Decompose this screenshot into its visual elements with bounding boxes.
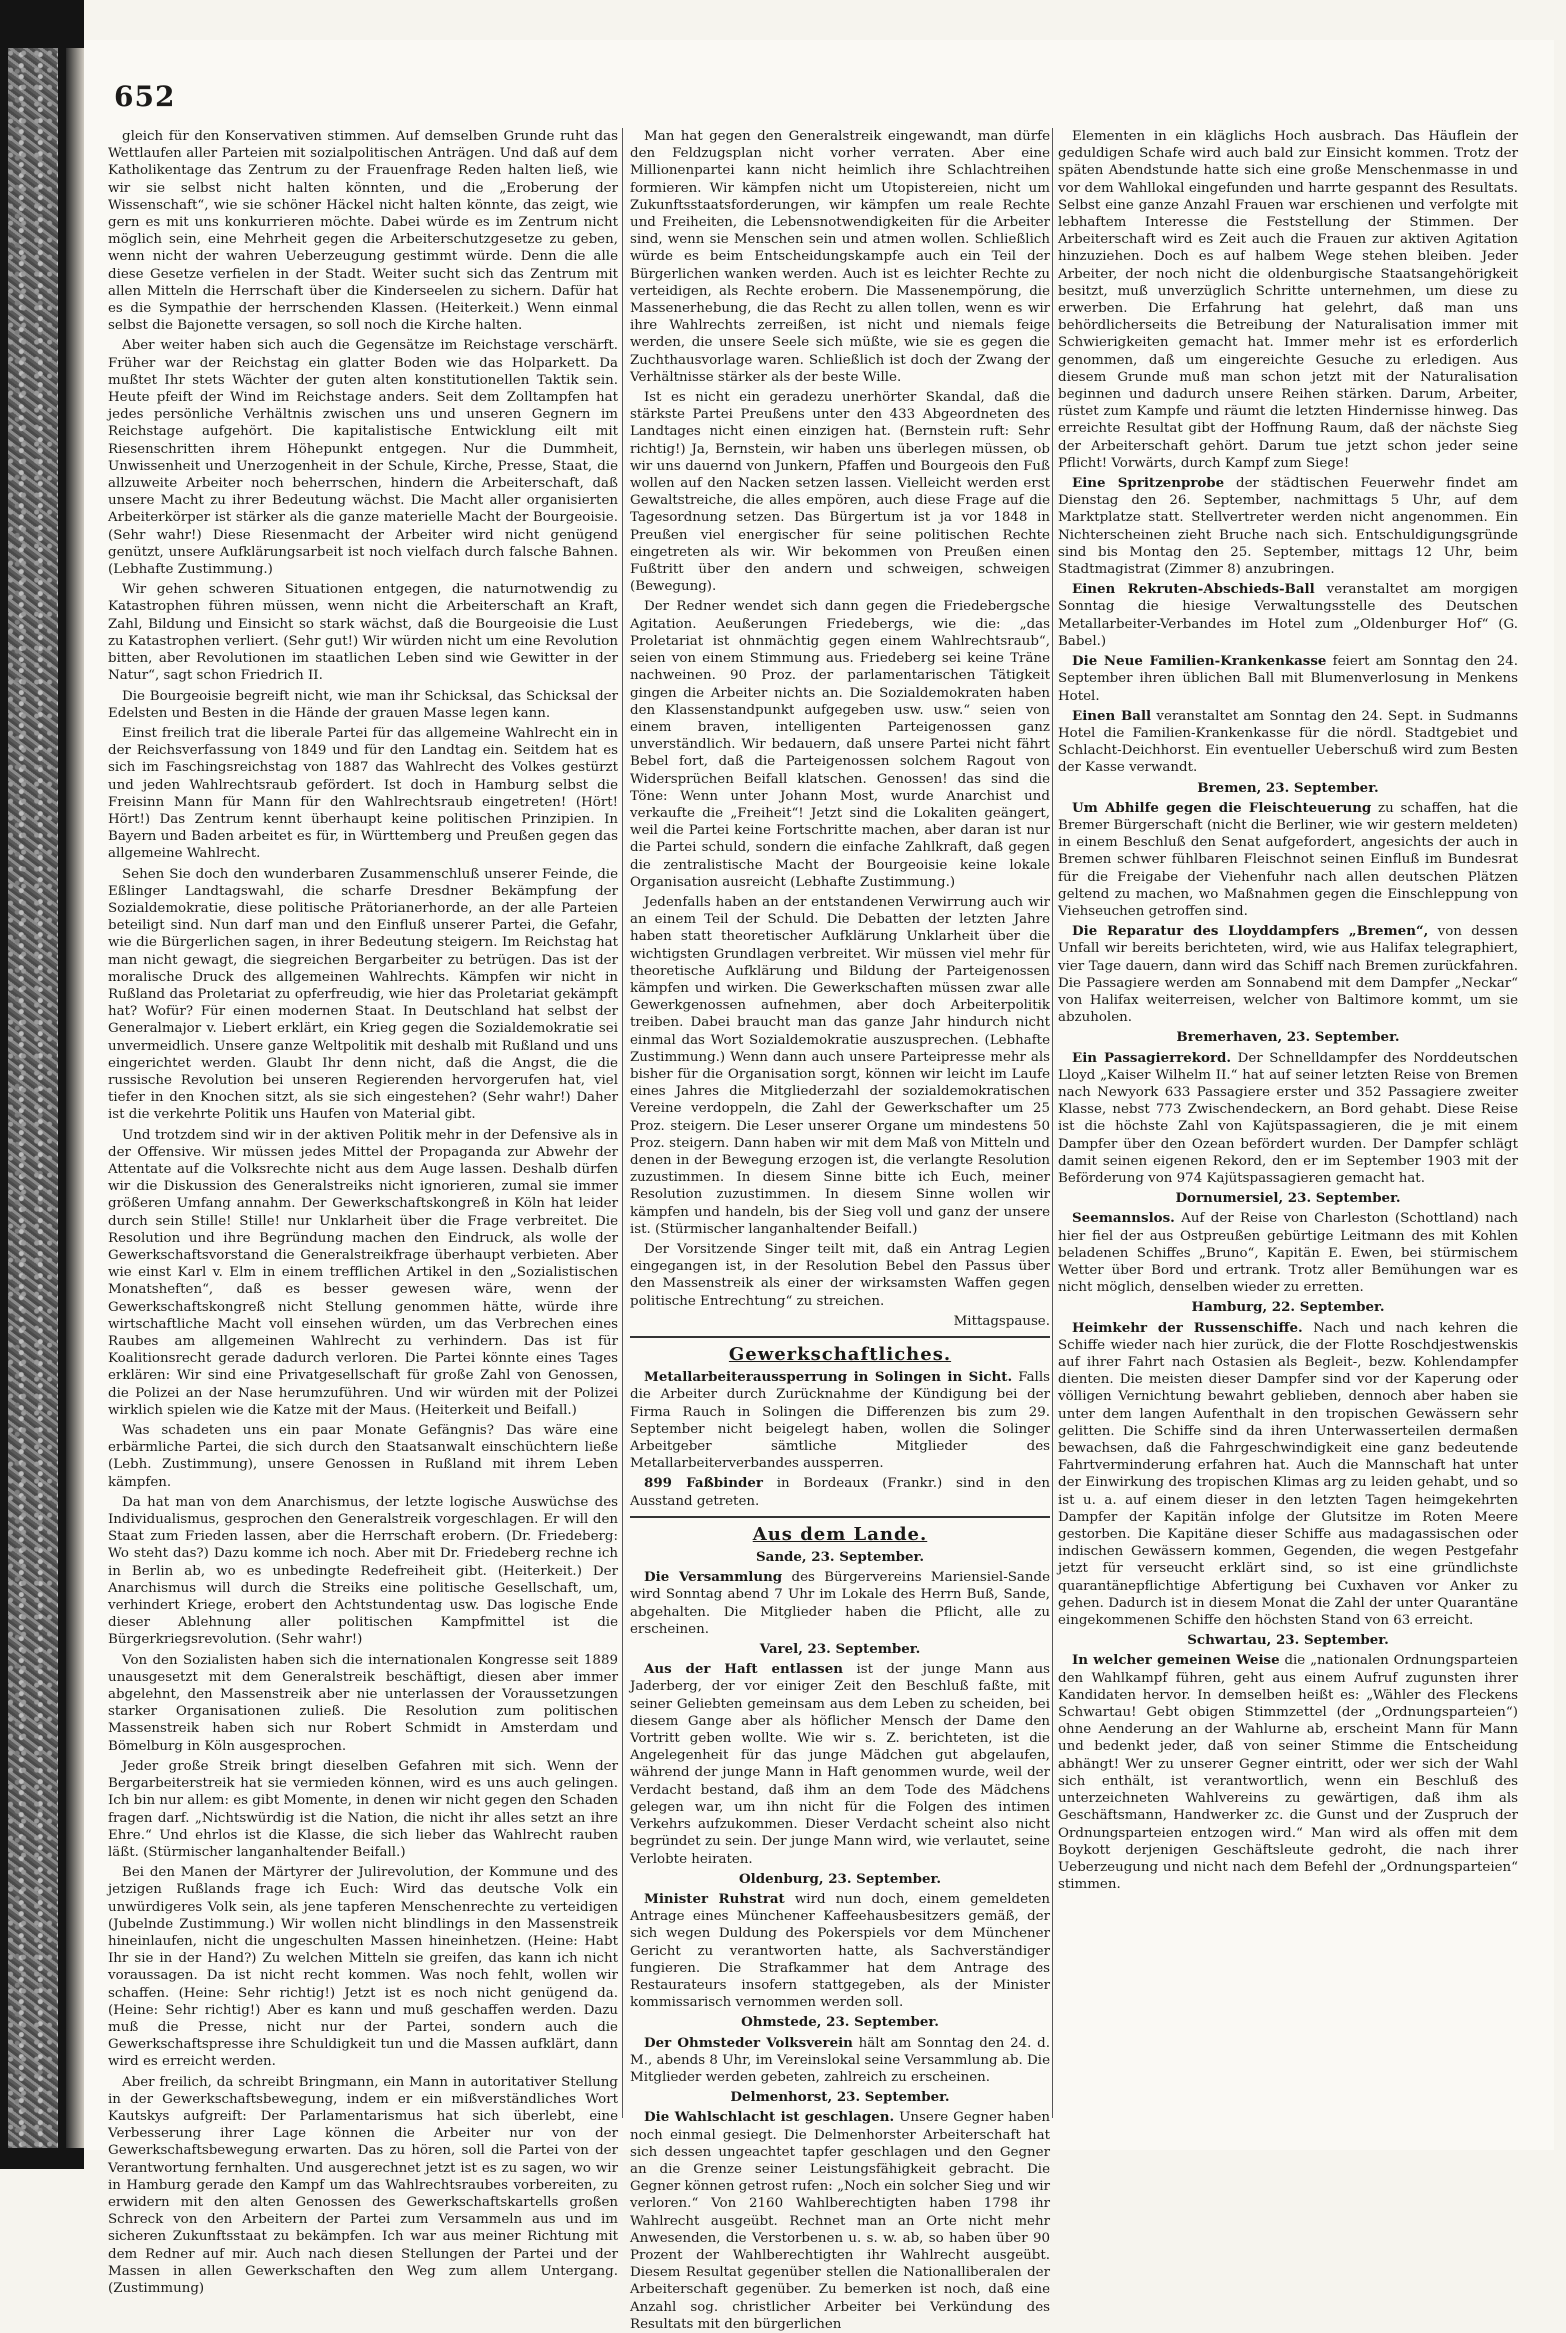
article-body: die „nationalen Ordnungsparteien den Wahlkampf führen, geht aus einem Aufruf zugunsten ihrer Kandidaten hervor. In demselben heißt es: „Wähler des Fleckens Schwartau! Gebt obigen Stimmzettel (der „Ordnungsparteien“) ohne Aenderung an der Wahlurne ab, erscheint Mann für Mann und bedenkt jeder, daß von seiner Stimme die Entscheidung abhängt! Wer zu unserer Gegner eintritt, oder wer sich der Wahl sich enthält, ist verantwortlich, wenn ein Beschluß des unterzeichneten Wahlvereins zu gewärtigen, daß ihm als Geschäftsmann, Handwerker zc. die Gunst und der Zuspruch der Ordnungsparteien entzogen wird.“ Man wird als offen mit dem Boykott derjenigen Geschäftsleute gedroht, die nach ihrer Ueberzeugung und nicht nach dem Befehl der „Ordnungsparteien“ stimmen. [1058, 1653, 1518, 1893]
paragraph: Einst freilich trat die liberale Partei für das allgemeine Wahlrecht ein in der Reichsverfassung von 1849 und für den Landtag ein. Seitdem hat es sich im Faschingsreichstag von 1887 das Wahlrecht des Volkes gestürzt und jeden Wahlrechtsraub gefördert. Ist doch in Hamburg selbst die Freisinn Mann für Mann für den Wahlrechtsraub eingetreten! (Hört! Hört!) Das Zentrum kennt überhaupt keine politischen Prinzipien. In Bayern und Baden arbeitet es für, in Württemberg und Preußen gegen das allgemeine Wahlrecht. [108, 725, 618, 862]
article-body: Falls die Arbeiter durch Zurücknahme der Kündigung bei der Firma Rauch in Solingen die Differenzen bis zum 29. September nicht beigelegt haben, wollen die Solinger Arbeitgeber sämtliche Mitglieder des Metallarbeiterverbandes aussperren. [630, 1370, 1050, 1472]
article-headline: Ein Passagierrekord. [1072, 1049, 1232, 1066]
article-body: in Bordeaux (Frankr.) sind in den Ausstand getreten. [630, 1476, 1050, 1509]
article-paragraph [630, 1475, 1050, 1509]
article-headline: Minister Ruhstrat [644, 1890, 785, 1907]
article-body: des Bürgervereins Mariensiel-Sande wird Sonntag abend 7 Uhr im Lokale des Herrn Buß, Sande, abgehalten. Die Mitglieder haben die Pflicht, alle zu erscheinen. [630, 1570, 1050, 1637]
article-paragraph [630, 1891, 1050, 2011]
paragraph: Jedenfalls haben an der entstandenen Verwirrung auch wir an einem Teil der Schuld. Die Debatten der letzten Jahre haben statt theoretischer Aufklärung Unklarheit über die wichtigsten Grundlagen verbreitet. Wir müssen viel mehr für theoretische Aufklärung und Bildung der Parteigenossen kämpfen und wirken. Die Gewerkschaften müssen zwar alle Gewerkgenossen aufnehmen, aber doch Arbeiterpolitik treiben. Dabei braucht man das ganze Jahr hindurch nicht einmal das Wort Sozialdemokratie auszusprechen. (Lebhafte Zustimmung.) Wenn dann auch unsere Parteipresse mehr als bisher für die Organisation sorgt, können wir leicht im Laufe eines Jahres die Mitgliederzahl der sozialdemokratischen Vereine verdoppeln, die Zahl der Gewerkschafter um 25 Proz. steigern. Die Leser unserer Organe um mindestens 50 Proz. steigern. Dann haben wir mit dem Maß von Mitteln und denen in der Bewegung erzogen ist, die verlangte Resolution zuzustimmen. In diesem Sinne bitte ich Euch, meiner Resolution zuzustimmen. In diesem Sinne wollen wir kämpfen und handeln, bis der Sieg voll und ganz der unsere ist. (Stürmischer langanhaltender Beifall.) [630, 894, 1050, 1237]
paragraph: Bei den Manen der Märtyrer der Julirevolution, der Kommune und des jetzigen Rußlands frage ich Euch: Wird das deutsche Volk ein unwürdigeres Volk sein, als jene tapferen Menschenrechte zu verteidigen (Jubelnde Zustimmung.) Wir wollen nicht blindlings in den Massenstreik hineinlaufen, nicht die ungeschulten Massen hineinhetzen. (Heine: Habt Ihr sie in der Hand?) Zu welchen Mitteln sie greifen, das kann ich nicht voraussagen. Da ist nicht recht kommen. Was noch fehlt, wollen wir schaffen. (Heine: Sehr richtig!) Jetzt ist es noch nicht genügend da. (Heine: Sehr richtig!) Aber es kann und muß geschaffen werden. Dazu muß die Presse, nicht nur der Partei, sondern auch die Gewerkschaftspresse ihre Schuldigkeit tun und die Massen aufklärt, dann wird es erreicht werden. [108, 1865, 618, 2070]
section-separator [630, 1336, 1050, 1338]
dateline: Oldenburg, 23. September. [739, 1870, 941, 1887]
page-gutter-shadow [66, 48, 84, 2148]
article-headline: Heimkehr der Russenschiffe. [1072, 1319, 1303, 1336]
dateline: Hamburg, 22. September. [1191, 1299, 1385, 1316]
article-paragraph [1058, 1320, 1518, 1630]
article-headline: Die Neue Familien-Krankenkasse [1072, 653, 1327, 670]
column-3 [1058, 128, 1518, 2118]
article-body: feiert am Sonntag den 24. September ihren üblichen Ball mit Blumenverlosung in Menkens Hotel. [1058, 654, 1518, 704]
dateline: Sande, 23. September. [755, 1549, 925, 1566]
article-headline: Eine Spritzenprobe [1072, 475, 1225, 492]
column-rule-2 [1052, 128, 1053, 2118]
article-paragraph [630, 2035, 1050, 2087]
article-headline: Die Reparatur des Lloyddampfers „Bremen“, [1072, 923, 1429, 940]
paragraph: Die Bourgeoisie begreift nicht, wie man ihr Schicksal, das Schicksal der Edelsten und Besten in die Hände der grauen Masse legen kann. [108, 688, 618, 721]
paragraph: Der Redner wendet sich dann gegen die Friedebergsche Agitation. Aeußerungen Friedebergs, wie die: „das Proletariat ist ohnmächtig gegen einem Wahlrechtsraub“, seien von einem Stimmung aus. Friedeberg sei keine Träne nachweinen. 90 Proz. der parlamentarischen Tätigkeit gingen die Arbeiter nichts an. Die Sozialdemokraten haben den Klassenstandpunkt aufgegeben usw. usw.“ seien von einem braven, intelligenten Parteigenossen ganz unverständlich. Wir bedauern, daß unsere Partei nicht fährt Bebel fort, daß die Parteigenossen solchem Ragout von Widersprüchen Beifall klatschen. Genossen! das sind die Töne: Wenn unter Johann Most, wurde Anarchist und verkaufte die „Freiheit“! Jetzt sind die Lokaliten geängert, weil die Partei keine Fortschritte machen, aber daran ist nur die Partei schuld, sondern die einfache Zahlkraft, daß gegen die zentralistische Macht der Bourgeoisie keine lokale Organisation ausreicht (Lebhafte Zustimmung.) [630, 599, 1050, 890]
article-headline: Die Versammlung [644, 1569, 783, 1586]
article-headline: Einen Rekruten-Abschieds-Ball [1072, 581, 1315, 598]
article-body: veranstaltet am morgigen Sonntag die hiesige Verwaltungsstelle des Deutschen Metallarbeiter-Verbandes im Hotel zum „Oldenburger Hof“ (G. Babel.) [1058, 582, 1518, 649]
article-paragraph [1058, 1210, 1518, 1296]
article-paragraph [630, 1369, 1050, 1472]
article-body: wird nun doch, einem gemeldeten Antrage eines Münchener Kaffeehausbesitzers gemäß, der sich wegen Duldung des Pokerspiels vor dem Münchener Gericht zu verantworten hatte, als Sachverständiger fungieren. Die Strafkammer hat dem Antrage des Restaurateurs insofern stattgegeben, als der Minister kommissarisch vernommen werden soll. [630, 1891, 1050, 2011]
dateline: Delmenhorst, 23. September. [730, 2089, 950, 2106]
dateline: Schwartau, 23. September. [1187, 1632, 1389, 1649]
section-title-aus-dem-lande: Aus dem Lande. [752, 1523, 928, 1545]
article-paragraph [1058, 923, 1518, 1026]
column-1 [108, 128, 619, 2296]
article-paragraph [1058, 581, 1518, 650]
article-paragraph [1058, 1652, 1518, 1893]
article-body: von dessen Unfall wir bereits berichteten, wird, wie aus Halifax telegraphiert, vier Tage dauern, dann wird das Schiff nach Bremen zurückfahren. Die Passagiere werden am Sonnabend mit dem Dampfer „Neckar“ von Halifax weiterreisen, welcher von Baltimore kommt, um sie abzuholen. [1058, 924, 1519, 1026]
paragraph: Da hat man von dem Anarchismus, der letzte logische Auswüchse des Individualismus, gesprochen den Generalstreik vorgeschlagen. Er will den Staat zum Frieden lassen, aber die Herrschaft erobern. (Dr. Friedeberg: Wo steht das?) Dazu komme ich noch. Aber mit Dr. Friedeberg rechne ich in Berlin ab, wo es unbedingte Redefreiheit gibt. (Heiterkeit.) Der Anarchismus will durch die Streiks eine politische Gesellschaft, um, verhindert Kriege, erobert den Achtstundentag usw. Das logische Ende dieser Ablehnung aller politischen Kampfmittel ist die Bürgerkriegsrevolution. (Sehr wahr!) [108, 1494, 618, 1648]
article-body: Auf der Reise von Charleston (Schottland) nach hier fiel der aus Ostpreußen gebürtige Leitmann des mit Kohlen beladenen Schiffes „Bruno“, Kapitän E. Ewen, bei stürmischem Wetter über Bord und ertrank. Trotz aller Bemühungen war es nicht möglich, denselben wieder zu erretten. [1058, 1211, 1519, 1296]
dateline: Bremen, 23. September. [1197, 779, 1379, 796]
lunch-break-note: Mittagspause. [953, 1313, 1050, 1329]
article-paragraph [630, 1569, 1050, 1638]
dateline: Bremerhaven, 23. September. [1176, 1029, 1400, 1046]
paragraph: Ist es nicht ein geradezu unerhörter Skandal, daß die stärkste Partei Preußens unter den 433 Abgeordneten des Landtages nicht einen einzigen hat. (Bernstein ruft: Sehr richtig!) Ja, Bernstein, wir haben uns überlegen müssen, ob wir uns dauernd von Junkern, Pfaffen und Bourgeois den Fuß wollen auf den Nacken setzen lassen. Vielleicht werden erst Gewaltstreiche, die alles empören, auch diese Frage auf die Tagesordnung setzen. Das Bürgertum ist ja vor 1848 in Preußen viel energischer für seine politischen Rechte eingetreten als wir. Wir bekommen von Preußen einen Fußtritt über den andern und schweigen, schweigen (Bewegung). [630, 390, 1050, 595]
column-rule-1 [622, 128, 623, 2118]
section-title-gewerkschaftliches: Gewerkschaftliches. [728, 1344, 952, 1366]
paragraph: Elementen in ein kläglichs Hoch ausbrach. Das Häuflein der geduldigen Schafe wird auch bald zur Einsicht kommen. Trotz der späten Abendstunde hatte sich eine große Menschenmasse in und vor dem Wahllokal eingefunden und harrte gespannt des Resultats. Selbst eine ganze Anzahl Frauen war erschienen und verfolgte mit lebhaftem Interesse die Feststellung der Stimmen. Der Arbeiterschaft wird es Zeit auch die Frauen zur aktiven Agitation hinzuziehen. Doch es auf halbem Wege stehen bleiben. Jeder Arbeiter, der noch nicht die oldenburgische Staatsangehörigkeit besitzt, muß unverzüglich Schritte unternehmen, um diese zu erwerben. Die Erfahrung hat gelehrt, daß man uns behördlicherseits die Betreibung der Naturalisation immer mit Schwierigkeiten gemacht hat. Immer mehr ist es erforderlich genommen, daß um eingereichte Gesuche zu erledigen. Aus diesem Grunde muß man schon jetzt mit der Naturalisation beginnen und dadurch unsere Reihen stärken. Darum, Arbeiter, rüstet zum Kampfe und räumt die letzten Hindernisse hinweg. Das erreichte Resultat gibt der Hoffnung Raum, daß der nächste Sieg der Arbeiterschaft gehört. Darum tue jetzt schon jeder seine Pflicht! Vorwärts, durch Kampf zum Siege! [1058, 129, 1518, 471]
paragraph: Von den Sozialisten haben sich die internationalen Kongresse seit 1889 unausgesetzt mit dem Generalstreik beschäftigt, diesen aber immer abgelehnt, den Massenstreik aber nie unterlassen der Voraussetzungen starker Organisationen zuließ. Die Resolution zum politischen Massenstreik haben sich nur Robert Schmidt in Amsterdam und Bömelburg in Köln ausgesprochen. [108, 1652, 618, 1754]
article-paragraph [1058, 800, 1518, 920]
article-headline: Metallarbeiteraussperrung in Solingen in Sicht. [644, 1369, 1013, 1386]
column-2 [630, 128, 1050, 2332]
article-body: der städtischen Feuerwehr findet am Dienstag den 26. September, nachmittags 5 Uhr, auf dem Marktplatze statt. Stellvertreter werden nicht angenommen. Ein Nichterscheinen zieht Bruche nach sich. Entschuldigungsgründe sind bis Montag den 25. September, mittags 12 Uhr, beim Stadtmagistrat (Zimmer 8) anzubringen. [1058, 476, 1519, 578]
paragraph: Jeder große Streik bringt dieselben Gefahren mit sich. Wenn der Bergarbeiterstreik hat sie vermieden können, wird es uns auch gelingen. Ich bin nur allem: es gibt Momente, in denen wir nicht gegen den Schaden fragen darf. „Nichtswürdig ist die Nation, die nicht ihr alles setzt an ihre Ehre.“ Und ehrlos ist die Klasse, die sich lieber das Wahlrecht rauben läßt. (Stürmischer langanhaltender Beifall.) [108, 1758, 619, 1860]
article-paragraph [630, 2109, 1050, 2333]
article-body: veranstaltet am Sonntag den 24. Sept. in Sudmanns Hotel die Familien-Krankenkasse für die nördl. Stadtgebiet und Schlacht-Deichhorst. Ein eventueller Ueberschuß wird zum Besten der Kasse verwandt. [1058, 708, 1518, 776]
article-headline: Seemannslos. [1072, 1210, 1175, 1227]
article-body: Der Schnelldampfer des Norddeutschen Lloyd „Kaiser Wilhelm II.“ hat auf seiner letzten Reise von Bremen nach Newyork 633 Passagiere erster und 352 Passagiere zweiter Klasse, nebst 773 Zwischendeckern, an Bord gehabt. Diese Reise ist die höchste Zahl von Kajütspassagieren, die je mit einem Dampfer über den Ozean befördert wurden. Der Dampfer schlägt damit seinen eigenen Rekord, den er im September 1903 mit der Beförderung von 974 Kajütspassagieren gemacht hat. [1058, 1050, 1519, 1186]
article-headline: Die Wahlschlacht ist geschlagen. [644, 2109, 895, 2126]
article-headline: Um Abhilfe gegen die Fleischteuerung [1072, 799, 1372, 816]
article-paragraph [1058, 653, 1518, 705]
article-headline: Aus der Haft entlassen [644, 1661, 843, 1678]
article-headline: In welcher gemeinen Weise [1072, 1652, 1280, 1669]
paragraph: Aber weiter haben sich auch die Gegensätze im Reichstage verschärft. Früher war der Reichstag ein glatter Boden wie das Holparkett. Da mußtet Ihr stets Wächter der guten alten konstitutionellen Taktik sein. Heute pfeift der Wind im Reichstage anders. Seit dem Zolltampfen hat jedes persönliche Verhältnis zwischen uns und unseren Gegnern im Reichstage aufgehört. Die kapitalistische Entwicklung eilt mit Riesenschritten ihrem Höhepunkt entgegen. Nur die Dummheit, Unwissenheit und Unerzogenheit in der Schule, Kirche, Presse, Staat, die allzuweite Arbeiter noch beherrschen, hindern die Arbeiterschaft, daß unsere Macht zu ihrer Bedeutung wächst. Die Macht aller organisierten Arbeiterkörper ist stärker als die ganze materielle Macht der Bourgeoisie. (Sehr wahr!) Diese Riesenmacht der Arbeiter wird nicht genügend genützt, unsere Aufklärungsarbeit ist noch vielfach durch falsche Bahnen. (Lebhafte Zustimmung.) [108, 338, 618, 578]
article-body: ist der junge Mann aus Jaderberg, der vor einiger Zeit den Beschluß faßte, mit seiner Geliebten gemeinsam aus dem Leben zu scheiden, bei diesem Gange aber als höflicher Mensch der Dame den Vortritt geben wollte. Wie wir s. Z. berichteten, ist die Angelegenheit für das junge Mädchen gut abgelaufen, während der junge Mann in Haft genommen wurde, weil der Verdacht bestand, daß ihm an dem Tode des Mädchens gelegen war, um ihn nicht für die Folgen des intimen Verkehrs aufzukommen. Dieser Verdacht scheint also nicht begründet zu sein. Der junge Mann wird, wie verlautet, seine Verlobte heiraten. [630, 1662, 1050, 1867]
paragraph: Sehen Sie doch den wunderbaren Zusammenschluß unserer Feinde, die Eßlinger Landtagswahl, die scharfe Dresdner Bekämpfung der Sozialdemokratie, diese politische Prätorianerhorde, an der alle Parteien beteiligt sind. Nun darf man und den Einfluß unserer Partei, die Gefahr, wie die Bürgerlichen sagen, in ihrer Bedeutung steigern. Im Reichstag hat man nicht gewagt, die siegreichen Bergarbeiter zu betrügen. Das ist der moralische Druck des allgemeinen Wahlrechts. Kämpfen wir nicht in Rußland das Proletariat zu opferfreudig, wie hier das Proletariat gekämpft hat? Wofür? Für einen modernen Staat. In Deutschland hat selbst der Generalmajor v. Liebert erklärt, ein Krieg gegen die Sozialdemokratie sei unvermeidlich. Unsere ganze Weltpolitik mit deshalb mit Rußland und uns eingerichtet werden. Glaubt Ihr denn nicht, daß die Angst, die die russische Revolution bei unseren Regierenden hervorgerufen hat, viel tiefer in den Knochen sitzt, als sie sich eingestehen? (Sehr wahr!) Daher ist die verkehrte Politik uns Haufen von Material gibt. [108, 866, 618, 1123]
marbled-cover-edge [8, 48, 58, 2148]
article-headline: 899 Faßbinder [644, 1475, 763, 1492]
paragraph: Was schadeten uns ein paar Monate Gefängnis? Das wäre eine erbärmliche Partei, die sich durch den Staatsanwalt einschüchtern ließe (Lebh. Zustimmung), unsere Genossen in Rußland mit ihrem Leben kämpfen. [108, 1423, 618, 1490]
page-number: 652 [114, 80, 176, 113]
dateline: Varel, 23. September. [759, 1641, 921, 1658]
section-separator [630, 1516, 1050, 1518]
dateline: Ohmstede, 23. September. [741, 2014, 939, 2031]
article-paragraph [1058, 708, 1518, 777]
article-paragraph [630, 1661, 1050, 1867]
article-headline: Einen Ball [1072, 707, 1152, 724]
article-paragraph [1058, 1050, 1518, 1188]
article-body: Nach und nach kehren die Schiffe wieder nach hier zurück, die der Flotte Roschdjestwenskis auf ihrer Fahrt nach Ostasien als Begleit-, bezw. Kohlendampfer dienten. Die meisten dieser Dampfer sind vor der Kaperung oder völligen Vernichtung bewahrt geblieben, dennoch aber haben sie unter dem langen Aufenthalt in den tropischen Gewässern sehr gelitten. Die Schiffe sind da ihren Unterwasserteilen dermaßen bewachsen, daß die Fahrgeschwindigkeit eine ganz bedeutende Fahrtverminderung erfahren hat. Auch die Mannschaft hat unter der Einwirkung des tropischen Klimas arg zu leiden gehabt, und so ist u. a. auf einem dieser in den letzten Tagen heimgekehrten Dampfer der Kapitän infolge der Glutsitze im Roten Meere gestorben. Die Kapitäne dieser Schiffe aus madagassischen oder indischen Gewässern kommen, Gegenden, die wegen Pestgefahr jetzt für verseucht erklärt sind, so ist eine gründlichste quarantänepflichtige Abfertigung bei Cuxhaven vor Anker zu gehen. Dadurch ist in diesem Monat die Zahl der unter Quarantäne eingekommenen Schiffe den höchsten Stand von 63 erreicht. [1058, 1320, 1518, 1629]
paragraph: Der Vorsitzende Singer teilt mit, daß ein Antrag Legien eingegangen ist, in der Resolution Bebel den Passus über den Massenstreik als einer der wirksamsten Waffen gegen politische Entrechtung“ zu streichen. [630, 1242, 1050, 1309]
article-body: hält am Sonntag den 24. d. M., abends 8 Uhr, im Vereinslokal seine Versammlung ab. Die Mitglieder werden gebeten, zahlreich zu erscheinen. [630, 2035, 1050, 2085]
article-paragraph [1058, 475, 1518, 578]
paragraph: Man hat gegen den Generalstreik eingewandt, man dürfe den Feldzugsplan nicht vorher verraten. Aber eine Millionenpartei kann nicht heimlich ihre Schlachtreihen formieren. Wir kämpfen nicht um Utopistereien, nicht um Zukunftsstaatsforderungen, wir kämpfen um reale Rechte und Freiheiten, die Lebensnotwendigkeiten für die Arbeiter sind, wenn sie Menschen sein und atmen wollen. Schließlich würde es beim Entscheidungskampfe auch ein Teil der Bürgerlichen wanken werden. Auch ist es leichter Rechte zu verteidigen, als Rechte erobern. Die Massenempörung, die Massenerhebung, die das Recht zu allen tollen, wenn es wir ihre Wahlrechts zerreißen, ist nicht und niemals feige werden, die unsere Seele sich müßte, wie sie es gegen die Zuchthausvorlage waren. Schließlich ist doch der Zwang der Verhältnisse stärker als der beste Wille. [630, 129, 1050, 385]
paragraph: Aber freilich, da schreibt Bringmann, ein Mann in autoritativer Stellung in der Gewerkschaftsbewegung, indem er ein mißverständliches Wort Kautskys aufgreift: Der Parlamentarismus hat sich überlebt, eine Verbesserung ihrer Lage können die Arbeiter nur von der Gewerkschaftsbewegung erwarten. Das zu hören, soll die Partei von der Verantwortung fernhalten. Und ausgerechnet jetzt ist es zu sagen, wo wir in Hamburg gerade den Kampf um das Wahlrechtsraubes vorbereiten, zu erwidern mit den alten Genossen des Gewerkschaftskartells großen Schreck von den Arbeitern der Partei zum Versammeln aus und im sicheren Zukunftsstaat zu bekämpfen. Ich war aus meiner Richtung mit dem Redner auf mir. Auch nach diesen Stellungen der Partei und der Massen in allen Gewerkschaften den Weg zum allem Untergang. (Zustimmung) [108, 2074, 618, 2296]
article-body: zu schaffen, hat die Bremer Bürgerschaft (nicht die Berliner, wie wir gestern meldeten) in einem Beschluß den Senat aufgefordert, angesichts der auch in Bremen schwer fühlbaren Fleischnot seinen Einfluß im Bundesrat für die Freigabe der Viehenfuhr nach allen deutschen Plätzen geltend zu machen, wo Maßnahmen gegen die Einschleppung von Viehseuchen getroffen sind. [1058, 800, 1518, 919]
paragraph: gleich für den Konservativen stimmen. Auf demselben Grunde ruht das Wettlaufen aller Parteien mit sozialpolitischen Anträgen. Und daß auf dem Katholikentage das Zentrum zu der Frauenfrage Reden halten ließ, wie wir sie selbst nicht halten könnten, und die „Eroberung der Wissenschaft“, wie sie schöner Häckel nicht halten könnte, das zeigt, wie gern es mit uns konkurrieren möchte. Dabei würde es im Zentrum nicht möglich sein, eine Mehrheit gegen die Arbeiterschutzgesetze zu geben, wenn nicht der wahren Ueberzeugung gestimmt würde. Denn die alle diese Gesetze verfielen in der Stadt. Weiter sucht sich das Zentrum mit allen Mitteln die Herrschaft über die Kinderseelen zu sichern. Dafür hat es die Sympathie der herrschenden Klassen. (Heiterkeit.) Wenn einmal selbst die Bajonette versagen, so soll noch die Kirche halten. [108, 129, 618, 334]
dateline: Dornumersiel, 23. September. [1175, 1190, 1401, 1207]
paragraph: Wir gehen schweren Situationen entgegen, die naturnotwendig zu Katastrophen führen müssen, wenn nicht die Arbeiterschaft an Kraft, Zahl, Bildung und Einsicht so stark wächst, daß die Bourgeoisie die Lust zu Katastrophen verliert. (Sehr gut!) Wir würden nicht um eine Revolution bitten, aber Revolutionen im staatlichen Leben sind wie Gewitter in der Natur“, sagt schon Friedrich II. [108, 582, 618, 684]
article-body: Unsere Gegner haben noch einmal gesiegt. Die Delmenhorster Arbeiterschaft hat sich dessen ungeachtet tapfer geschlagen und den Gegner an die Grenze seiner Leistungsfähigkeit gebracht. Die Gegner können getrost rufen: „Noch ein solcher Sieg und wir verloren.“ Von 2160 Wahlberechtigten haben 1798 ihr Wahlrecht ausgeübt. Rechnet man an Orte nicht mehr Anwesenden, die Verstorbenen u. s. w. ab, so haben über 90 Prozent der Wahlberechtigten ihr Wahlrecht ausgeübt. Diesem Resultat gegenüber stellen die Nationalliberalen der Arbeiterschaft gegenüber. Zu bemerken ist noch, daß eine Anzahl sog. christlicher Arbeiter bei Verkündung des Resultats mit den bürgerlichen [630, 2110, 1050, 2332]
paragraph: Und trotzdem sind wir in der aktiven Politik mehr in der Defensive als in der Offensive. Wir müssen jedes Mittel der Propaganda zur Abwehr der Attentate auf die Volksrechte nicht aus dem Auge lassen. Deshalb dürfen wir die Diskussion des Generalstreiks nicht ignorieren, zumal sie immer größeren Umfang annahm. Der Gewerkschaftskongreß in Köln hat leider durch sein Stille! Stille! nur Unklarheit über die Frage verbreitet. Die Resolution und ihre Begründung machen den Eindruck, als wolle der Gewerkschaftsvorstand die Generalstreikfrage überhaupt verbieten. Aber wie einst Karl v. Elm in einem trefflichen Artikel in den „Sozialistischen Monatsheften“, daß es besser gewesen wäre, wenn der Gewerkschaftskongreß nicht Stellung genommen hätte, würde ihre wirtschaftliche Macht voll einsehen würden, um das Verbrechen eines Raubes am allgemeinen Wahlrecht zu verhindern. Das ist für Koalitionsrecht gerade dadurch verloren. Die Partei könnte eines Tages erklären: Wir sind eine Privatgesellschaft für große Zahl von Genossen, die Polizei an der Nase herumzuführen. Und wir würden mit der Polizei wirklich spielen wie die Katze mit der Maus. (Heiterkeit und Beifall.) [108, 1127, 618, 1418]
article-headline: Der Ohmsteder Volksverein [644, 2034, 853, 2051]
